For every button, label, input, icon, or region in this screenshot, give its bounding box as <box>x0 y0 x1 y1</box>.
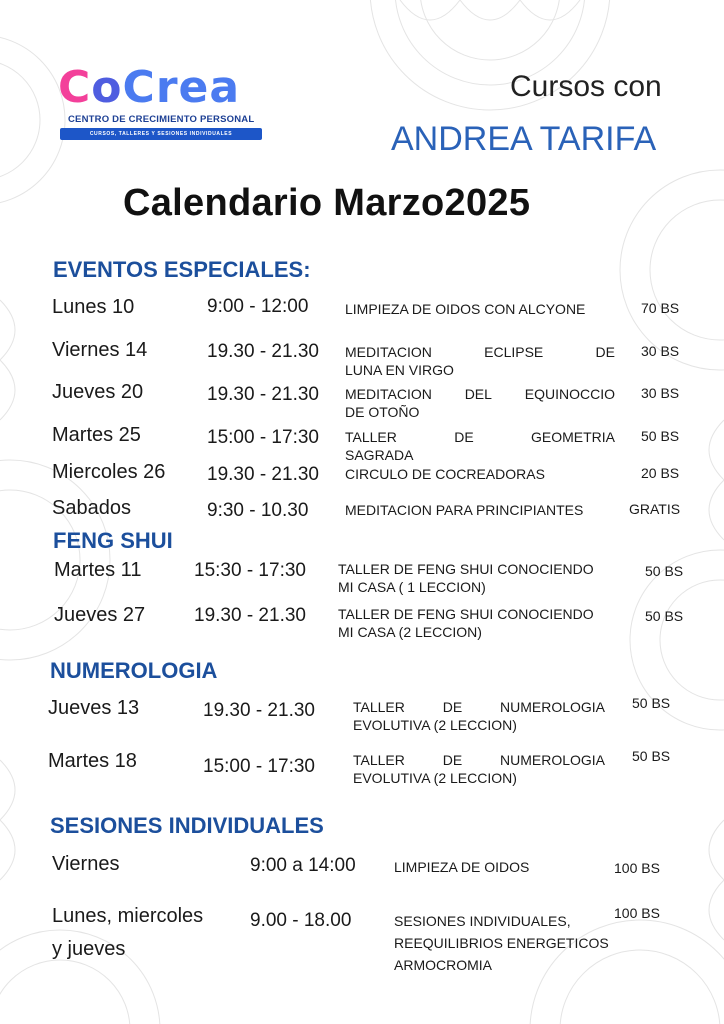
row-day: Martes 11 <box>54 559 142 581</box>
page-title: Calendario Marzo2025 <box>123 182 531 224</box>
row-day: Martes 18 <box>48 750 137 772</box>
row-price: 100 BS <box>614 860 660 876</box>
row-day: y jueves <box>52 938 126 960</box>
row-price: 50 BS <box>632 748 671 764</box>
row-description <box>345 343 615 379</box>
description-line: SESIONES INDIVIDUALES, <box>394 913 571 929</box>
description-line: TALLER DE NUMEROLOGIA <box>353 699 605 715</box>
section-eventos-especiales: EVENTOS ESPECIALES: <box>53 257 311 282</box>
section-sesiones-individuales: SESIONES INDIVIDUALES <box>50 813 324 838</box>
row-time: 9.00 - 18.00 <box>250 910 352 931</box>
row-day: Viernes 14 <box>52 339 148 361</box>
row-time: 19.30 - 21.30 <box>207 464 319 485</box>
row-day: Miercoles 26 <box>52 461 166 483</box>
cursos-con-heading: Cursos con <box>510 70 662 103</box>
description-line: LUNA EN VIRGO <box>345 362 454 378</box>
row-price: 20 BS <box>641 465 680 481</box>
description-line: TALLER DE FENG SHUI CONOCIENDO <box>338 561 594 577</box>
row-day: Jueves 13 <box>48 697 140 719</box>
section-feng-shui: FENG SHUI <box>53 528 173 553</box>
row-description <box>345 465 615 483</box>
description-line: LIMPIEZA DE OIDOS <box>394 859 530 875</box>
teacher-name: ANDREA TARIFA <box>391 120 657 158</box>
row-day: Lunes, miercoles <box>52 905 204 927</box>
row-description <box>353 698 605 734</box>
row-day: Sabados <box>52 497 131 519</box>
description-line: LIMPIEZA DE OIDOS CON ALCYONE <box>345 301 586 317</box>
row-time: 19.30 - 21.30 <box>207 384 319 405</box>
row-time: 9:00 a 14:00 <box>250 855 356 876</box>
row-time: 19.30 - 21.30 <box>203 700 315 721</box>
row-day: Jueves 27 <box>54 604 146 626</box>
row-price: 50 BS <box>645 608 684 624</box>
row-price: 50 BS <box>645 563 684 579</box>
logo-tagline: CENTRO DE CRECIMIENTO PERSONAL <box>68 114 255 125</box>
row-price: 100 BS <box>614 905 660 921</box>
description-line: DE OTOÑO <box>345 404 420 420</box>
row-time: 15:30 - 17:30 <box>194 560 306 581</box>
row-description <box>345 428 615 464</box>
row-day: Martes 25 <box>52 424 141 446</box>
row-description <box>345 385 615 421</box>
row-price: 30 BS <box>641 343 680 359</box>
logo-wordmark: CoCrea <box>58 62 241 113</box>
row-time: 19.30 - 21.30 <box>207 341 319 362</box>
row-price: 50 BS <box>641 428 680 444</box>
row-time: 9:00 - 12:00 <box>207 296 309 317</box>
description-line: SAGRADA <box>345 447 414 463</box>
row-time: 9:30 - 10.30 <box>207 500 309 521</box>
cocrea-logo <box>58 64 262 142</box>
description-line: MEDITACION DEL EQUINOCCIO <box>345 386 615 402</box>
row-price: 70 BS <box>641 300 680 316</box>
description-line: CIRCULO DE COCREADORAS <box>345 466 545 482</box>
row-price: GRATIS <box>629 501 681 517</box>
row-description <box>345 300 615 318</box>
row-day: Viernes <box>52 853 120 875</box>
description-line: MI CASA (2 LECCION) <box>338 624 482 640</box>
description-line: EVOLUTIVA (2 LECCION) <box>353 770 517 786</box>
row-description <box>353 751 605 787</box>
description-line: TALLER DE NUMEROLOGIA <box>353 752 605 768</box>
row-description <box>345 501 615 519</box>
row-price: 30 BS <box>641 385 680 401</box>
row-description <box>338 605 633 641</box>
description-line: EVOLUTIVA (2 LECCION) <box>353 717 517 733</box>
row-description <box>338 560 633 596</box>
row-day: Lunes 10 <box>52 296 135 318</box>
logo-bar: CURSOS, TALLERES Y SESIONES INDIVIDUALES <box>60 128 262 140</box>
row-description <box>394 910 644 976</box>
row-time: 15:00 - 17:30 <box>207 427 319 448</box>
description-line: MI CASA ( 1 LECCION) <box>338 579 486 595</box>
description-line: MEDITACION ECLIPSE DE <box>345 344 615 360</box>
row-day: Jueves 20 <box>52 381 144 403</box>
row-time: 19.30 - 21.30 <box>194 605 306 626</box>
description-line: ARMOCROMIA <box>394 957 492 973</box>
description-line: TALLER DE GEOMETRIA <box>345 429 615 445</box>
section-numerologia: NUMEROLOGIA <box>50 658 218 683</box>
description-line: TALLER DE FENG SHUI CONOCIENDO <box>338 606 594 622</box>
row-description <box>394 858 644 876</box>
row-price: 50 BS <box>632 695 671 711</box>
description-line: MEDITACION PARA PRINCIPIANTES <box>345 502 584 518</box>
description-line: REEQUILIBRIOS ENERGETICOS <box>394 935 609 951</box>
row-time: 15:00 - 17:30 <box>203 756 315 777</box>
